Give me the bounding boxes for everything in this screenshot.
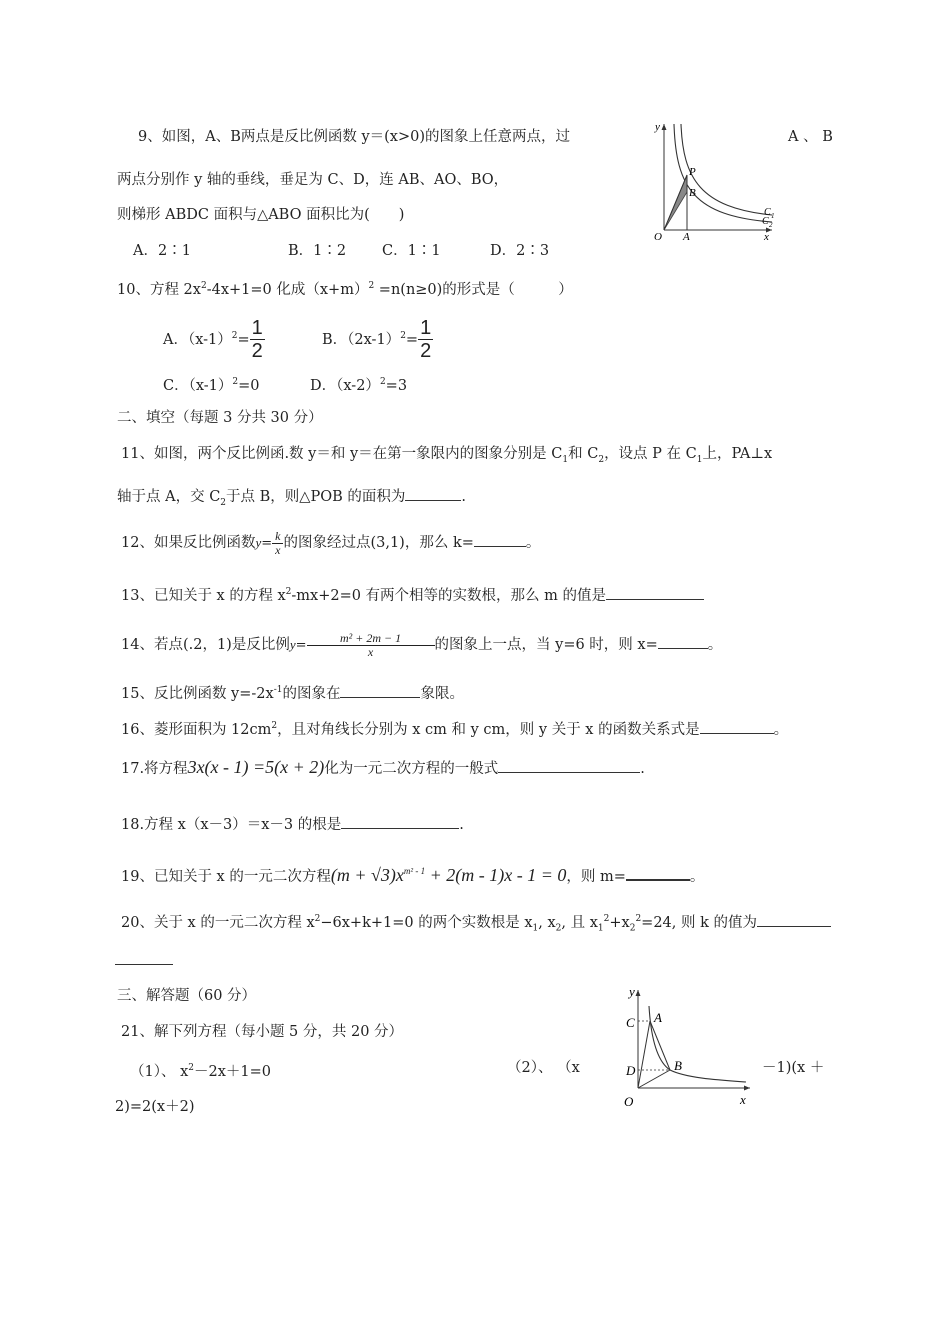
q9-option-a: A．2∶1	[133, 243, 191, 259]
q20-blank-continued	[115, 950, 173, 971]
q19-equation: $(m + √3)x^{m^2 - 1} + 2(m - 1)x - 1 = 0$	[330, 865, 567, 885]
q12-fraction: $\frac{k}{x}$	[272, 530, 283, 557]
q10-option-a: A．$(x-1)^2=$ $\frac{1}{2}$	[163, 317, 263, 363]
q17-equation: 3x(x - 1) =5(x + 2)	[187, 757, 325, 777]
q9-line2: 两点分别作 y 轴的垂线，垂足为 C、D，连 AB、AO、BO，	[117, 172, 509, 188]
q10-stem: 10、方程 $2x^2-4x+1=0$ 化成$(x+m)^2 =n(n\ge 0)$的形式是（ ）	[117, 281, 573, 298]
q16-answer-blank[interactable]	[700, 719, 774, 734]
q21-title: 21、解下列方程（每小题 5 分，共 20 分）	[121, 1024, 404, 1040]
q14-fraction: $\frac{\text{m² + 2m − 1}}{x}$	[307, 632, 435, 659]
section-3-heading: 三、解答题（60 分）	[117, 988, 257, 1004]
q9-option-b: B．1∶2	[288, 243, 347, 259]
q9-line3: 则梯形 ABDC 面积与△ABO 面积比为( )	[117, 207, 405, 223]
q18: 18.方程 x（x－3）＝x－3 的根是 .	[121, 814, 464, 835]
q20-answer-blank-2[interactable]	[115, 950, 173, 965]
q9-line1: 9、如图，A、B两点是反比例函数 y＝(x>0)的图象上任意两点，过	[138, 129, 571, 145]
fig9-c2-sub: 2	[769, 221, 773, 229]
fig9-p-label: P	[689, 166, 696, 178]
q11-answer-blank[interactable]	[405, 486, 461, 501]
fig21-o-label: O	[624, 1094, 634, 1109]
q19: 19、已知关于 x 的一元二次方程$(m + √3)x^{m^2 - 1} + 2(m - 1)x - 1 = 0$，则 m= 。	[121, 865, 705, 885]
fig9-o-label: O	[654, 231, 662, 242]
q14-answer-blank[interactable]	[658, 634, 708, 649]
fig21-a-label: A	[654, 1010, 662, 1025]
fig9-c2-label: C	[762, 216, 769, 227]
q13: 13、已知关于 x 的方程 $x^2-mx+2=0$ 有两个相等的实数根，那么 m 的值是	[121, 582, 704, 606]
fig21-x-label: x	[740, 1092, 746, 1107]
fig21-c-label: C	[626, 1015, 635, 1030]
q17: 17.将方程3x(x - 1) =5(x + 2)化为一元二次方程的一般式 .	[121, 757, 645, 777]
fig9-x-label: x	[764, 231, 769, 242]
q20: 20、关于 x 的一元二次方程 $x^2-6x+k+1=0$ 的两个实数根是 $x_1$, $x_2$, 且 $x_1^2+x_2^2=24$, 则 k 的值为	[121, 909, 831, 939]
q11-line1: 11、如图，两个反比例函.数 y＝和 y＝在第一象限内的图象分别是 $C_1$和 $C_2$，设点 P 在 $C_1$上，PA⊥x	[121, 446, 773, 465]
q12-answer-blank[interactable]	[474, 532, 526, 547]
q20-answer-blank[interactable]	[757, 912, 831, 927]
q21-figure	[618, 982, 758, 1110]
q15: 15、反比例函数 $y=-2x^{-1}$的图象在 象限。	[121, 680, 464, 704]
q9-option-d: D．2∶3	[490, 243, 550, 259]
q10-half-a: $\frac{1}{2}$	[251, 317, 263, 363]
fig9-c1-label: C	[764, 207, 771, 218]
q17-answer-blank[interactable]	[498, 758, 640, 773]
fig9-c1-sub: 1	[771, 212, 775, 220]
fig9-y-label: y	[655, 121, 660, 133]
q10-option-d: D．$(x-2)^2=3$	[310, 377, 408, 394]
q19-answer-blank[interactable]	[626, 865, 690, 881]
q21-part2-a: （2）、 （x	[507, 1060, 580, 1076]
fig9-a-label: A	[683, 231, 690, 242]
q9-line1-right: A 、 B	[788, 129, 833, 145]
q21-part1: （1）、 $x^2-2x+1=0$	[130, 1063, 272, 1080]
q9-option-c: C．1∶1	[382, 243, 441, 259]
q11-line2: 轴于点 A，交 $C_2$于点 B，则△POB 的面积为 .	[117, 486, 466, 513]
q21-part2-c: 2)=2(x＋2)	[115, 1099, 195, 1115]
q10-option-b: B．$(2x-1)^2=$ $\frac{1}{2}$	[322, 317, 432, 363]
q12: 12、如果反比例函数y= $\frac{k}{x}$ 的图象经过点(3,1)，那么 k= 。	[121, 528, 541, 557]
q10-half-b: $\frac{1}{2}$	[420, 317, 432, 363]
fig21-d-label: D	[626, 1063, 636, 1078]
q9-figure	[650, 118, 782, 242]
q10-option-c: C．$(x-1)^2=0$	[163, 377, 260, 394]
fig21-y-label: y	[629, 984, 635, 999]
q21-part2-b: －1)(x ＋	[762, 1060, 825, 1076]
q16: 16、菱形面积为 $12cm^2$，且对角线长分别为 x cm 和 y cm，则 y 关于 x 的函数关系式是 。	[121, 716, 788, 740]
fig9-b-label: B	[689, 187, 696, 199]
q13-answer-blank[interactable]	[606, 585, 704, 600]
q18-answer-blank[interactable]	[341, 814, 459, 829]
q14: 14、若点(.2，1)是反比例y= $\frac{\text{m² + 2m − 1}}{x}$ 的图象上一点，当 y=6 时，则 x= 。	[121, 630, 723, 659]
fig21-b-label: B	[674, 1058, 682, 1073]
q15-answer-blank[interactable]	[340, 683, 420, 698]
section-2-heading: 二、填空（每题 3 分共 30 分）	[117, 410, 323, 426]
